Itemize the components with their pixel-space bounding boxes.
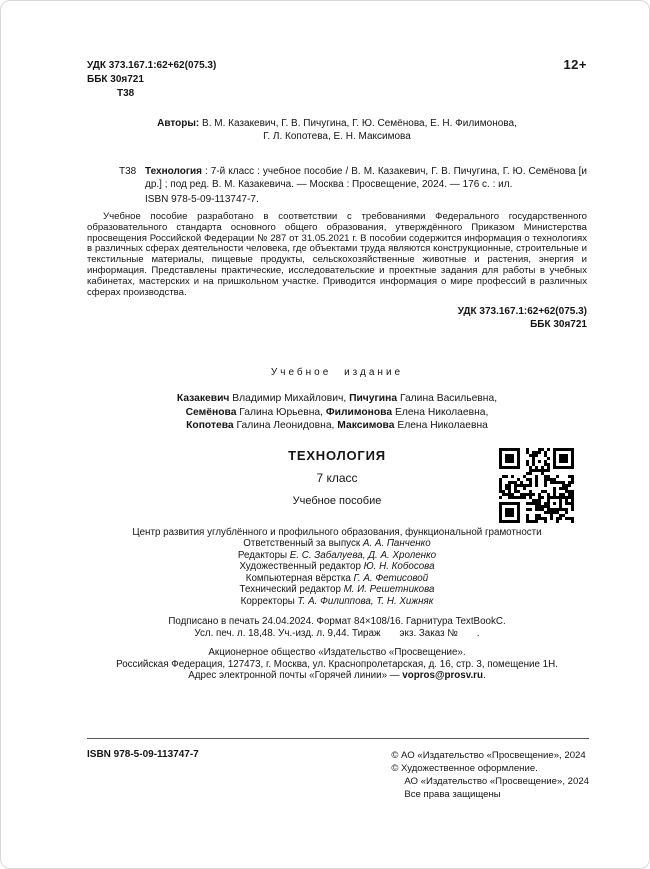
bbk-number: ББК 30я721 <box>87 74 144 85</box>
credit-names: Ю. Н. Кобосова <box>363 561 435 573</box>
print-info-line-2: Усл. печ. л. 18,48. Уч.-изд. л. 9,44. Тираж экз. Заказ № . <box>194 627 480 639</box>
biblio-title: Технология <box>145 166 202 177</box>
biblio-entry: Технология : 7-й класс : учебное пособие / В. М. Казакевич, Г. В. Пичугина, Г. Ю. Семёнова [и др.] ; под ред. В. М. Казакевича. — Москва : Просвещение, 2024. — 176 с. : ил. <box>145 166 587 190</box>
author-given-names: Галина Юрьевна, <box>236 406 326 418</box>
authors-label: Авторы: <box>157 118 200 129</box>
edition-author-line <box>87 406 587 420</box>
book-title: ТЕХНОЛОГИЯ <box>288 447 386 463</box>
authors-line-1: Авторы: В. М. Казакевич, Г. В. Пичугина, Г. Ю. Семёнова, Е. Н. Филимонова, <box>157 118 517 129</box>
publisher-address: Российская Федерация, 127473, г. Москва, ул. Краснопролетарская, д. 16, стр. 3, помещение 1Н. <box>116 658 558 670</box>
book-grade: 7 класс <box>316 470 358 485</box>
credit-line <box>87 538 587 550</box>
copyright-line: © Художественное оформление. <box>391 763 538 774</box>
credit-role: Технический редактор <box>239 584 344 596</box>
credit-line <box>87 596 587 608</box>
author-surname: Копотева <box>186 420 234 432</box>
age-rating-badge: 12+ <box>563 57 587 72</box>
credit-names: Т. А. Филиппова, Т. Н. Хижняк <box>297 595 434 607</box>
author-given-names: Елена Николаевна <box>394 420 488 432</box>
copyright-line: © АО «Издательство «Просвещение», 2024 <box>391 750 586 761</box>
credit-role: Корректоры <box>240 595 298 607</box>
bibliographic-record <box>87 165 587 331</box>
credit-line <box>87 573 587 585</box>
author-surname: Семёнова <box>185 406 237 418</box>
edition-author-line <box>87 419 587 433</box>
print-info <box>87 616 587 639</box>
footer-isbn: ISBN 978-5-09-113747-7 <box>87 749 199 760</box>
footer-divider <box>87 738 589 739</box>
authors-heading <box>87 117 587 143</box>
copyright-block <box>391 749 589 801</box>
credit-line <box>87 584 587 596</box>
credit-line <box>87 550 587 562</box>
author-surname: Казакевич <box>176 393 230 405</box>
credits-center-line: Центр развития углублённого и профильного образования, функциональной грамотности <box>132 526 542 538</box>
hotline-email-line: Адрес электронной почты «Горячей линии» — vopros@prosv.ru. <box>188 670 486 682</box>
publisher-name: Акционерное общество «Издательство «Просвещение». <box>208 647 466 659</box>
authors-line-2: Г. Л. Копотева, Е. Н. Максимова <box>263 131 411 142</box>
udk-number-right: УДК 373.167.1:62+62(075.3) <box>457 306 587 318</box>
author-surname: Пичугина <box>349 393 398 405</box>
author-surname: Максимова <box>337 420 395 432</box>
edition-type-label: Учебное издание <box>270 367 404 379</box>
book-subtitle: Учебное пособие <box>292 494 382 507</box>
publisher-block <box>87 647 587 682</box>
credit-names: М. И. Решетникова <box>343 584 435 596</box>
credit-line <box>87 561 587 573</box>
qr-code <box>499 448 574 523</box>
hotline-email: vopros@prosv.ru <box>402 670 483 682</box>
credit-names: Г. А. Фетисовой <box>353 572 429 584</box>
author-given-names: Галина Васильевна, <box>397 393 498 405</box>
classification-right-block <box>87 305 587 331</box>
author-sign-code: Т38 <box>117 88 135 99</box>
author-given-names: Владимир Михайлович, <box>229 393 350 405</box>
biblio-isbn: ISBN 978-5-09-113747-7. <box>145 194 259 205</box>
credit-role: Художественный редактор <box>239 561 364 573</box>
classification-block <box>87 59 587 101</box>
udk-number: УДК 373.167.1:62+62(075.3) <box>87 60 217 71</box>
credit-role: Редакторы <box>237 549 290 561</box>
credit-role: Ответственный за выпуск <box>243 538 363 550</box>
edition-authors <box>87 392 587 433</box>
credit-names: Е. С. Забалуева, Д. А. Хроленко <box>289 549 437 561</box>
credit-role: Компьютерная вёрстка <box>245 572 354 584</box>
copyright-line: Все права защищены <box>404 789 501 800</box>
author-surname: Филимонова <box>325 406 393 418</box>
copyright-line: АО «Издательство «Просвещение», 2024 <box>404 776 589 787</box>
footer <box>87 749 589 801</box>
annotation-text: Учебное пособие разработано в соответствии с требованиями Федерального государственного образовательного стандарта основного общего образования, утверждённого Приказом Министерства просвещения Российской Федерации № 287 от 31.05.2021 г. В пособии содержится информация о технологиях в различных сферах деятельности человека, где объектами труда являются конструкционные, строительные и текстильные материалы, пищевые продукты, сельскохозяйственные животные и растения, энергия и информация. Представлены практические, исследовательские и проектные задания для работы в учебных кабинетах, мастерских и на пришкольном участке. Приводится информация о мире профессий в различных сферах производства. <box>87 211 587 298</box>
bbk-number-right: ББК 30я721 <box>530 319 587 331</box>
credit-names: А. А. Панченко <box>362 538 431 550</box>
author-given-names: Елена Николаевна, <box>392 406 489 418</box>
edition-author-line <box>87 392 587 406</box>
biblio-code: Т38 <box>119 166 137 177</box>
author-given-names: Галина Леонидовна, <box>233 420 338 432</box>
print-info-line-1: Подписано в печать 24.04.2024. Формат 84×108/16. Гарнитура TextBookC. <box>168 616 506 628</box>
production-credits <box>87 527 587 608</box>
